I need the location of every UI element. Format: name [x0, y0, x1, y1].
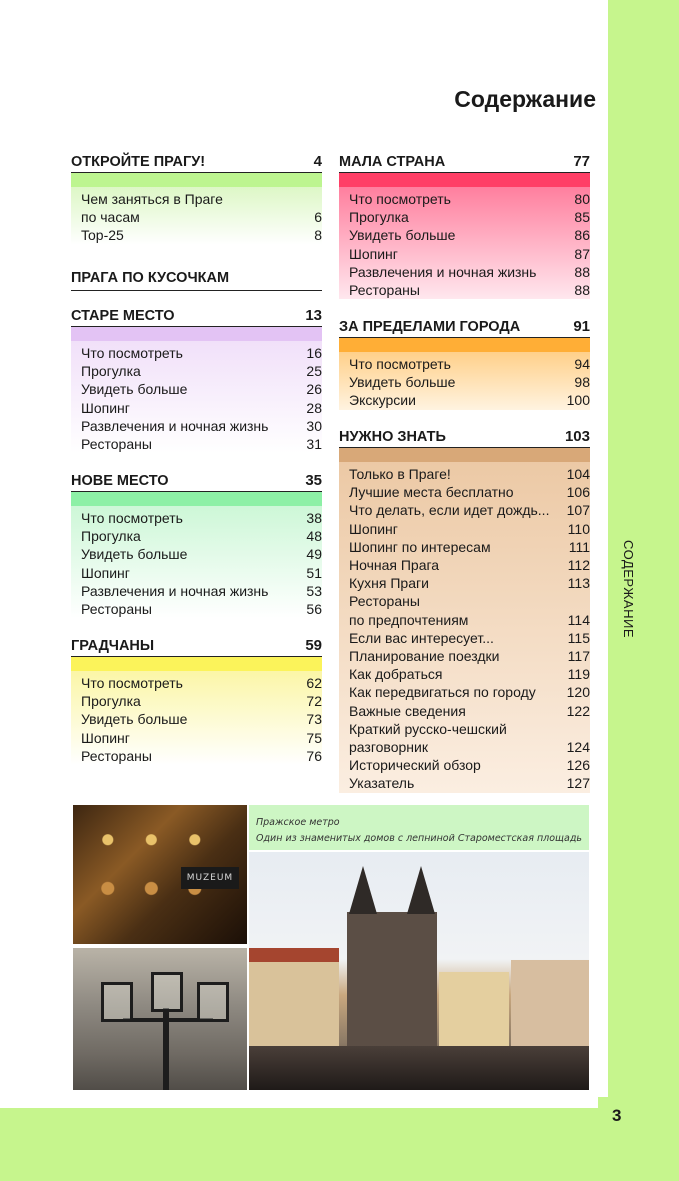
section-items [71, 671, 322, 765]
section-header[interactable] [71, 636, 322, 657]
toc-section-gradchany [71, 636, 322, 765]
entry-label: Top-25 [81, 227, 124, 244]
section-page: 35 [305, 472, 322, 489]
entry-label: Прогулка [349, 209, 409, 226]
toc-section-stare-mesto [71, 306, 322, 453]
entry-label: Прогулка [81, 528, 141, 545]
section-title: СТАРЕ МЕСТО [71, 308, 175, 324]
toc-entry[interactable] [81, 527, 322, 545]
toc-entry[interactable] [349, 190, 590, 208]
toc-entry[interactable] [349, 556, 590, 574]
entry-page: 6 [314, 209, 322, 226]
entry-page: 80 [574, 191, 590, 207]
toc-entry[interactable] [81, 417, 322, 435]
toc-entry[interactable] [349, 683, 590, 701]
toc-entry[interactable] [349, 665, 590, 683]
toc-entry[interactable] [349, 245, 590, 263]
entry-page: 51 [306, 564, 322, 581]
toc-entry[interactable] [349, 538, 590, 556]
entry-label: Рестораны [349, 593, 420, 610]
entry-label: по часам [81, 209, 140, 226]
caption-metro: Пражское метро [256, 817, 340, 828]
entry-label: Лучшие места бесплатно [349, 484, 514, 501]
toc-entry[interactable] [349, 391, 590, 409]
entry-page: 112 [567, 557, 590, 574]
toc-entry[interactable] [349, 720, 590, 738]
section-page: 103 [564, 428, 590, 445]
entry-page: 113 [567, 575, 590, 592]
toc-entry[interactable] [349, 208, 590, 226]
entry-label: Рестораны [81, 436, 152, 453]
building [439, 972, 509, 1052]
entry-label: Увидеть больше [81, 546, 188, 563]
side-section-label: СОДЕРЖАНИЕ [621, 540, 636, 639]
entry-page: 127 [566, 775, 590, 792]
toc-entry[interactable] [81, 692, 322, 710]
section-title: ГРАДЧАНЫ [71, 638, 155, 654]
entry-page: 8 [314, 227, 322, 244]
entry-label: Кухня Праги [349, 575, 429, 592]
toc-section-za-predelami [339, 317, 590, 410]
entry-page: 126 [566, 757, 590, 774]
entry-label: Экскурсии [349, 392, 416, 409]
photo-captions [249, 805, 589, 850]
toc-entry[interactable] [349, 520, 590, 538]
entry-label: разговорник [349, 739, 428, 756]
photo-house-with-stucco [73, 948, 247, 1090]
entry-page: 106 [566, 484, 590, 501]
entry-page: 94 [574, 356, 590, 372]
toc-entry[interactable] [349, 647, 590, 665]
entry-page: 49 [306, 546, 322, 563]
toc-section-nove-mesto [71, 471, 322, 618]
entry-label: Указатель [349, 775, 415, 792]
toc-entry[interactable] [349, 702, 590, 720]
section-header[interactable] [71, 471, 322, 492]
section-color-bar [71, 657, 322, 671]
entry-page: 56 [306, 601, 322, 618]
toc-entry[interactable] [349, 373, 590, 391]
section-items [71, 341, 322, 453]
entry-page: 62 [306, 675, 322, 691]
section-header[interactable] [71, 306, 322, 327]
entry-label: Развлечения и ночная жизнь [81, 582, 269, 599]
entry-label: Что посмотреть [81, 510, 183, 526]
entry-label: Шопинг [81, 729, 130, 746]
toc-entry[interactable] [349, 281, 590, 299]
caption-house: Один из знаменитых домов с лепниной [256, 833, 455, 844]
entry-label: Шопинг [81, 564, 130, 581]
toc-entry[interactable] [81, 674, 322, 692]
toc-entry[interactable] [81, 435, 322, 453]
entry-page: 100 [566, 392, 590, 409]
metro-station-sign: MUZEUM [181, 867, 239, 889]
entry-page: 104 [566, 466, 590, 482]
church-spire [407, 866, 435, 914]
entry-label: Планирование поездки [349, 648, 500, 665]
entry-page [586, 720, 590, 738]
entry-page [586, 592, 590, 610]
tyn-church [347, 912, 437, 1052]
toc-entry[interactable] [81, 600, 322, 618]
toc-section-otkroyte [71, 152, 322, 245]
entry-label: Шопинг [81, 399, 130, 416]
section-title: НУЖНО ЗНАТЬ [339, 429, 446, 445]
entry-label: Прогулка [81, 363, 141, 380]
entry-page: 85 [574, 209, 590, 226]
entry-page: 115 [567, 629, 590, 646]
bottom-accent-strip [0, 1108, 598, 1181]
lantern-icon [101, 982, 133, 1022]
entry-page: 119 [567, 666, 590, 683]
toc-entry[interactable] [81, 564, 322, 582]
entry-page: 16 [306, 345, 322, 361]
entry-label: Шопинг [349, 520, 398, 537]
entry-label: Увидеть больше [81, 711, 188, 728]
section-header[interactable] [339, 317, 590, 338]
page-number: 3 [612, 1106, 622, 1125]
toc-entry[interactable] [81, 380, 322, 398]
entry-label: Что посмотреть [349, 356, 451, 372]
entry-page: 98 [574, 374, 590, 391]
entry-page: 75 [306, 729, 322, 746]
section-header[interactable] [71, 152, 322, 173]
entry-label: Краткий русско-чешский [349, 720, 507, 737]
toc-entry[interactable] [349, 465, 590, 483]
section-color-bar [339, 448, 590, 462]
toc-entry[interactable] [81, 190, 322, 208]
entry-page: 88 [574, 263, 590, 280]
entry-label: Развлечения и ночная жизнь [349, 263, 537, 280]
entry-label: Развлечения и ночная жизнь [81, 417, 269, 434]
entry-label: Рестораны [81, 747, 152, 764]
entry-page: 28 [306, 399, 322, 416]
entry-page: 25 [306, 363, 322, 380]
entry-page: 120 [566, 684, 590, 701]
section-title: НОВЕ МЕСТО [71, 473, 169, 489]
section-items [71, 187, 322, 245]
entry-page: 87 [574, 245, 590, 262]
section-color-bar [339, 338, 590, 352]
toc-entry[interactable] [349, 738, 590, 756]
entry-page: 111 [568, 538, 590, 555]
section-color-bar [339, 173, 590, 187]
entry-page: 86 [574, 227, 590, 244]
entry-label: Только в Праге! [349, 466, 451, 482]
entry-label: Шопинг [349, 245, 398, 262]
toc-entry[interactable] [349, 774, 590, 792]
toc-entry[interactable] [81, 582, 322, 600]
section-title: ЗА ПРЕДЕЛАМИ ГОРОДА [339, 319, 521, 335]
entry-label: Важные сведения [349, 702, 466, 719]
entry-label: Прогулка [81, 693, 141, 710]
entry-page: 38 [306, 510, 322, 526]
building [249, 948, 339, 1048]
toc-entry[interactable] [349, 226, 590, 244]
page-number-tab [598, 1097, 679, 1181]
entry-label: Ночная Прага [349, 557, 440, 574]
entry-page: 110 [567, 520, 590, 537]
page-title: Содержание [454, 86, 596, 112]
section-color-bar [71, 327, 322, 341]
photo-old-town-square [249, 852, 589, 1090]
entry-label: Шопинг по интересам [349, 538, 491, 555]
entry-label: Чем заняться в Праге [81, 191, 223, 207]
toc-entry[interactable] [81, 399, 322, 417]
toc-entry[interactable] [349, 263, 590, 281]
toc-entry[interactable] [81, 729, 322, 747]
toc-section-mala-strana [339, 152, 590, 299]
section-page: 59 [305, 637, 322, 654]
toc-entry[interactable] [349, 629, 590, 647]
caption-square: Староместская площадь [457, 833, 582, 844]
entry-page: 117 [567, 648, 590, 665]
church-spire [349, 866, 377, 914]
entry-label: Рестораны [349, 282, 420, 299]
entry-label: Что посмотреть [81, 675, 183, 691]
toc-section-nuzhno-znat [339, 427, 590, 793]
entry-label: Что посмотреть [349, 191, 451, 207]
section-items [339, 462, 590, 793]
entry-page: 107 [566, 502, 590, 519]
entry-label: Исторический обзор [349, 757, 481, 774]
toc-entry[interactable] [81, 344, 322, 362]
toc-entry[interactable] [349, 574, 590, 592]
building [511, 960, 589, 1052]
entry-label: Как добраться [349, 666, 443, 683]
toc-entry[interactable] [349, 611, 590, 629]
entry-page: 122 [566, 702, 590, 719]
section-items [71, 506, 322, 618]
entry-page: 88 [574, 282, 590, 299]
toc-entry[interactable] [349, 355, 590, 373]
section-page: 13 [305, 307, 322, 324]
entry-page: 124 [566, 739, 590, 756]
lantern-icon [151, 972, 183, 1012]
entry-page: 30 [306, 417, 322, 434]
section-title: МАЛА СТРАНА [339, 154, 446, 170]
entry-label: Что посмотреть [81, 345, 183, 361]
section-header[interactable] [339, 152, 590, 173]
toc-entry[interactable] [349, 501, 590, 519]
toc-entry[interactable] [349, 483, 590, 501]
section-items [339, 352, 590, 410]
lantern-icon [197, 982, 229, 1022]
entry-label: Что делать, если идет дождь... [349, 502, 550, 519]
entry-page: 48 [306, 528, 322, 545]
entry-page: 114 [567, 611, 590, 628]
toc-entry[interactable] [81, 509, 322, 527]
crowd-and-carriages [249, 1046, 589, 1090]
lamp-post [163, 1008, 169, 1090]
entry-page: 73 [306, 711, 322, 728]
entry-page: 31 [306, 436, 322, 453]
section-items [339, 187, 590, 299]
photo-prague-metro [73, 805, 247, 944]
section-page: 91 [573, 318, 590, 335]
toc-entry[interactable] [81, 545, 322, 563]
section-title: ОТКРОЙТЕ ПРАГУ! [71, 154, 206, 170]
entry-label: Увидеть больше [349, 227, 456, 244]
entry-page: 26 [306, 381, 322, 398]
section-page: 77 [573, 153, 590, 170]
section-color-bar [71, 492, 322, 506]
entry-page: 72 [306, 693, 322, 710]
toc-entry[interactable] [81, 362, 322, 380]
entry-label: Увидеть больше [349, 374, 456, 391]
entry-label: по предпочтениям [349, 611, 469, 628]
toc-entry[interactable] [349, 592, 590, 610]
toc-entry[interactable] [81, 208, 322, 226]
toc-entry[interactable] [81, 747, 322, 765]
entry-label: Как передвигаться по городу [349, 684, 536, 701]
entry-label: Если вас интересует... [349, 629, 494, 646]
entry-label: Увидеть больше [81, 381, 188, 398]
toc-entry[interactable] [81, 226, 322, 244]
section-header[interactable] [339, 427, 590, 448]
entry-label: Рестораны [81, 601, 152, 618]
toc-entry[interactable] [81, 710, 322, 728]
entry-page: 76 [306, 747, 322, 764]
building-roof [249, 948, 339, 962]
toc-entry[interactable] [349, 756, 590, 774]
entry-page [318, 190, 322, 208]
section-page: 4 [313, 153, 322, 170]
section-color-bar [71, 173, 322, 187]
entry-page: 53 [306, 582, 322, 599]
group-header-praga: ПРАГА ПО КУСОЧКАМ [71, 270, 322, 291]
